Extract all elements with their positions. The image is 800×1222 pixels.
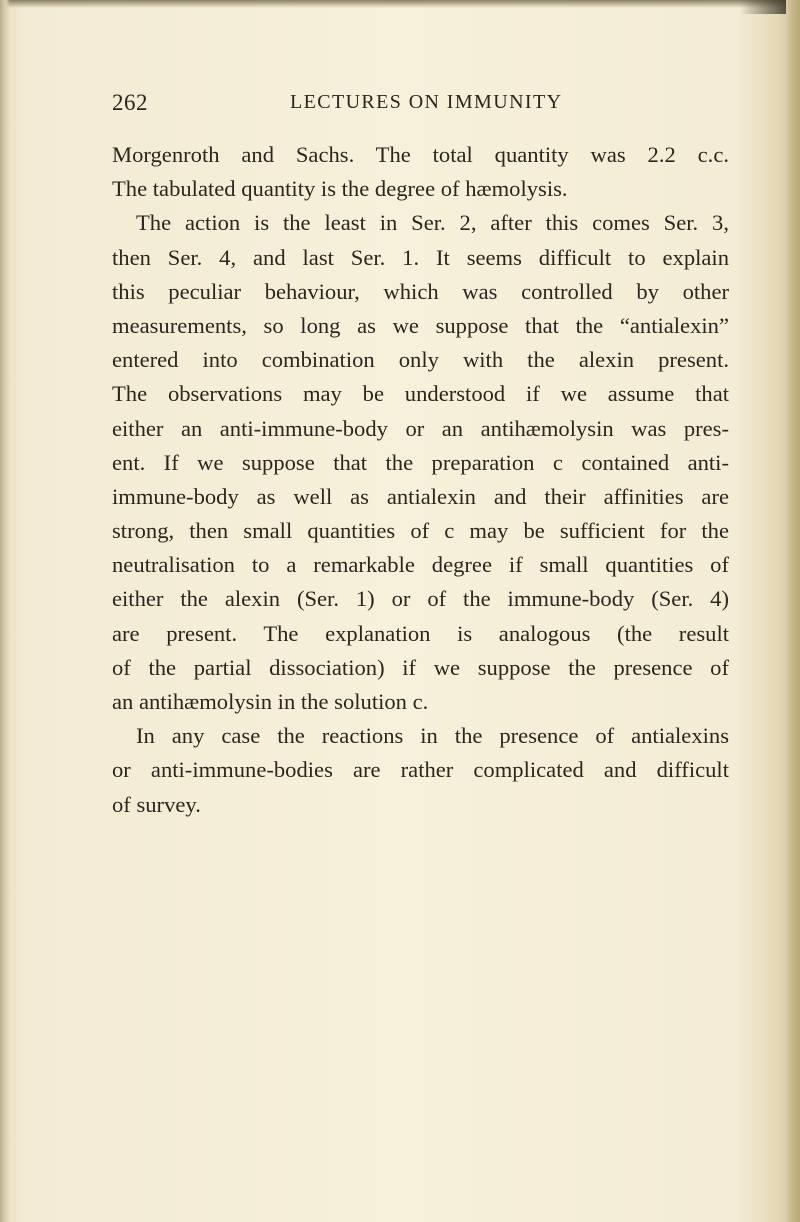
page-header (112, 90, 732, 120)
text-line: then Ser. 4, and last Ser. 1. It seems difficult to explain (112, 244, 729, 270)
body-text (112, 138, 729, 822)
page-left-edge (0, 0, 10, 1222)
text-line: neutralisation to a remarkable degree if small quantities of (112, 552, 729, 578)
text-line: or anti-immune-bodies are rather complicated and difficult (112, 757, 729, 783)
running-head: LECTURES ON IMMUNITY (290, 91, 563, 113)
text-line: The observations may be understood if we assume that (112, 381, 729, 407)
text-line: of the partial dissociation) if we suppose the presence of (112, 654, 729, 680)
text-line: ent. If we suppose that the preparation c contained anti- (112, 449, 729, 475)
text-line: The action is the least in Ser. 2, after this comes Ser. 3, (136, 210, 729, 236)
text-line: strong, then small quantities of c may be sufficient for the (112, 518, 729, 544)
text-line: immune-body as well as antialexin and their affinities are (112, 483, 729, 509)
text-line: In any case the reactions in the presence of antialexins (136, 723, 729, 749)
page-number: 262 (112, 90, 148, 115)
text-line: either an anti-immune-body or an antihæmolysin was pres- (112, 415, 729, 441)
text-line: are present. The explanation is analogous (the result (112, 620, 729, 646)
text-line: either the alexin (Ser. 1) or of the immune-body (Ser. 4) (112, 586, 729, 612)
text-line: Morgenroth and Sachs. The total quantity was 2.2 c.c. (112, 142, 729, 167)
text-line: an antihæmolysin in the solution c. (112, 689, 429, 714)
text-line: of survey. (112, 791, 201, 817)
text-line: The tabulated quantity is the degree of hæmolysis. (112, 176, 568, 202)
text-line: measurements, so long as we suppose that the “antialexin” (112, 312, 729, 338)
text-line: this peculiar behaviour, which was controlled by other (112, 278, 729, 304)
page-right-edge (786, 0, 800, 1222)
text-line: entered into combination only with the alexin present. (112, 347, 729, 373)
page-top-shadow (0, 0, 800, 8)
